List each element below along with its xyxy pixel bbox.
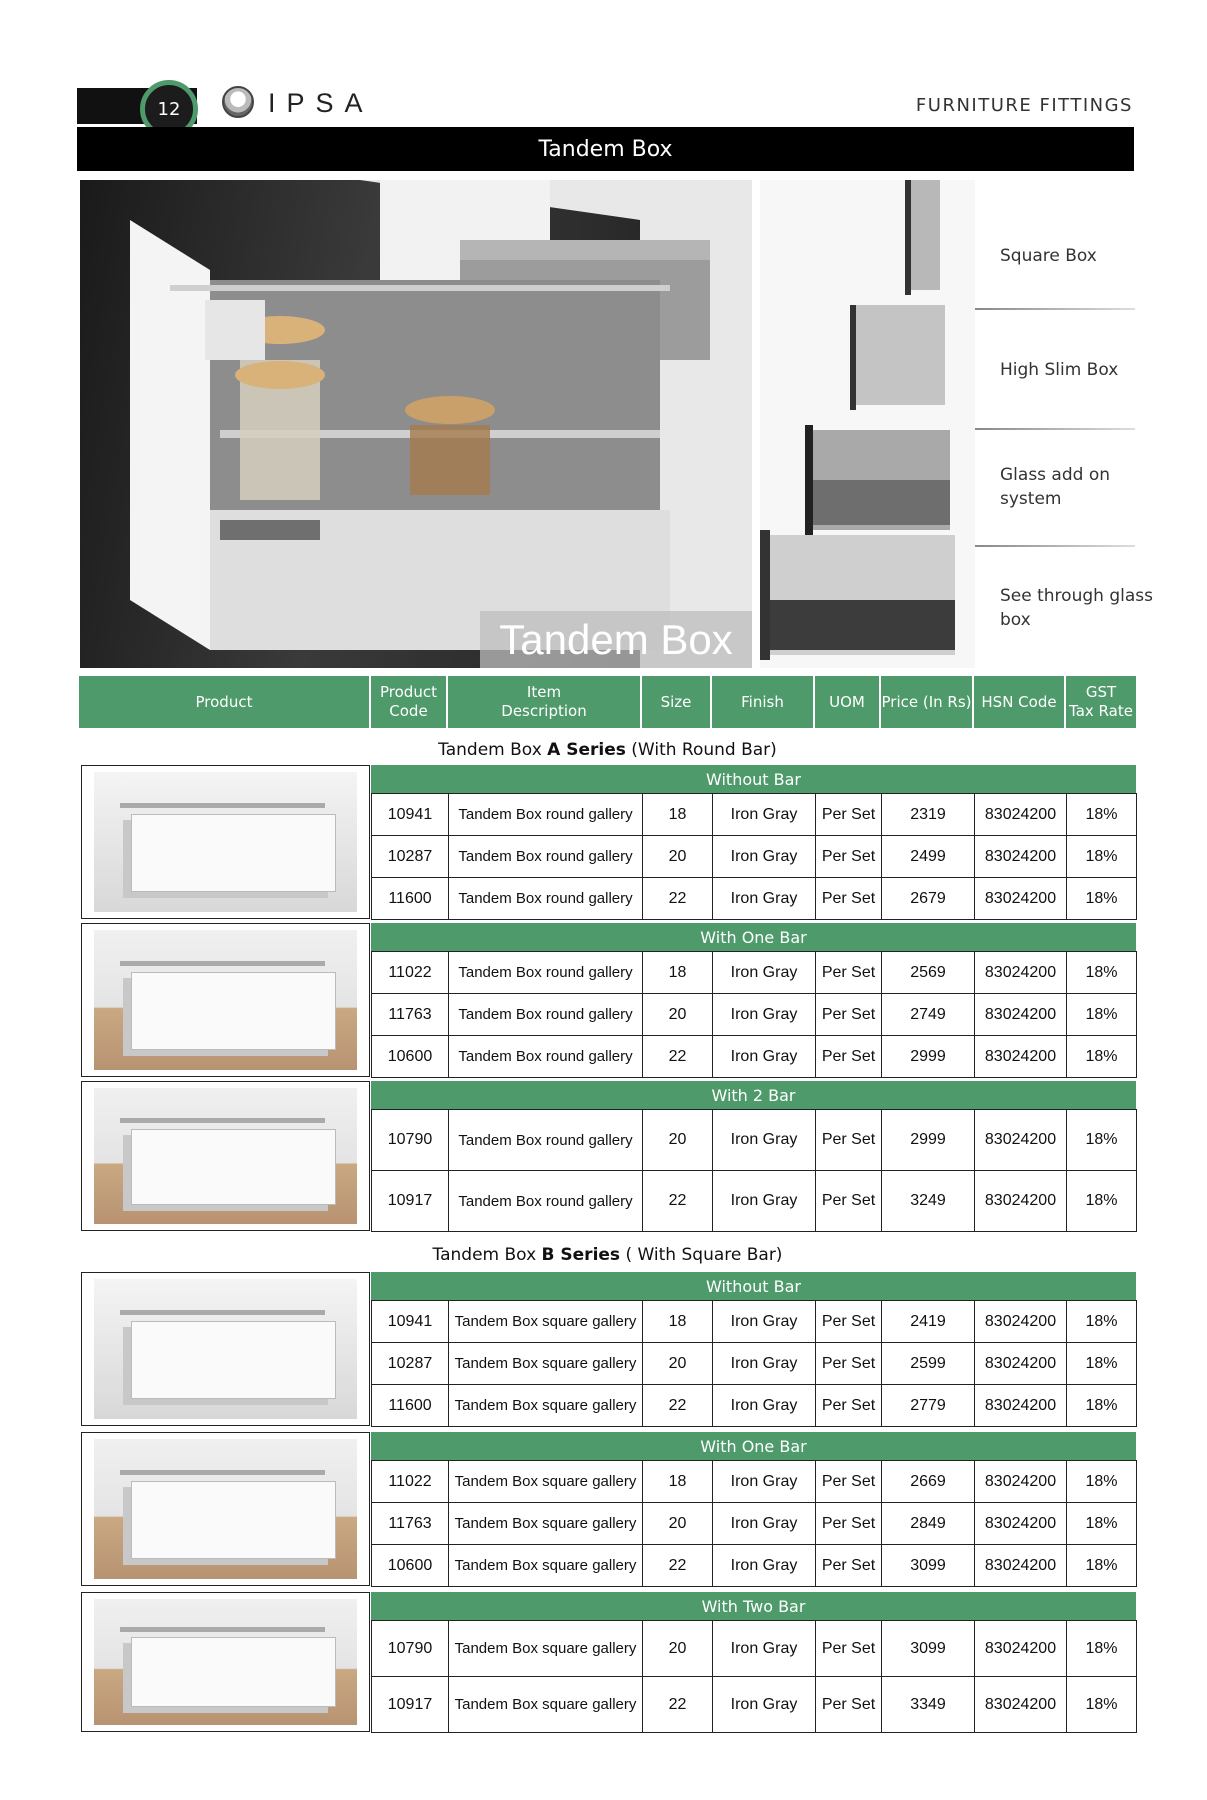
cell-price: 2849 (881, 1502, 975, 1545)
col-header-code: Product Code (371, 676, 448, 728)
cell-finish: Iron Gray (712, 1035, 816, 1078)
cell-uom: Per Set (815, 1620, 882, 1677)
variant-label-line: box (1000, 610, 1031, 630)
cell-gst: 18% (1066, 835, 1137, 878)
kitchen-drawer-illustration (80, 180, 752, 668)
brand-logo-text: IPSA (268, 88, 374, 118)
cell-desc: Tandem Box square gallery (448, 1676, 643, 1733)
cell-code: 10917 (371, 1676, 449, 1733)
cell-price: 2319 (881, 793, 975, 836)
series-a-title: Tandem Box A Series (With Round Bar) (438, 740, 777, 760)
product-thumbnail (81, 1432, 370, 1586)
cell-finish: Iron Gray (712, 1170, 816, 1232)
cell-hsn: 83024200 (974, 1620, 1067, 1677)
variant-label-high-slim-box (1000, 358, 1118, 382)
variant-label-line: Glass add on (1000, 465, 1111, 485)
cell-code: 10790 (371, 1620, 449, 1677)
cell-code: 10600 (371, 1544, 449, 1587)
page-title: Tandem Box (77, 127, 1134, 171)
cell-code: 11763 (371, 993, 449, 1036)
cell-gst: 18% (1066, 1035, 1137, 1078)
cell-finish: Iron Gray (712, 793, 816, 836)
cell-uom: Per Set (815, 951, 882, 994)
cell-code: 10287 (371, 835, 449, 878)
cell-code: 10287 (371, 1342, 449, 1385)
cell-desc: Tandem Box square gallery (448, 1502, 643, 1545)
col-header-size: Size (642, 676, 712, 728)
drawer-variants-illustration (760, 180, 975, 668)
cell-desc: Tandem Box round gallery (448, 1170, 643, 1232)
cell-size: 20 (642, 1502, 713, 1545)
variant-label-line: system (1000, 489, 1062, 509)
cell-finish: Iron Gray (712, 1460, 816, 1503)
drawer-photo (94, 1439, 357, 1579)
cell-code: 10600 (371, 1035, 449, 1078)
cell-size: 18 (642, 1300, 713, 1343)
cell-gst: 18% (1066, 1342, 1137, 1385)
cell-desc: Tandem Box round gallery (448, 951, 643, 994)
variant-label-see-through (1000, 584, 1153, 632)
drawer-rail (120, 1310, 325, 1315)
table-row (371, 1676, 1136, 1732)
cell-price: 2569 (881, 951, 975, 994)
table-row (371, 1384, 1136, 1426)
group-band: Without Bar (371, 1272, 1136, 1300)
cell-price: 3249 (881, 1170, 975, 1232)
cell-size: 18 (642, 1460, 713, 1503)
drawer-box (131, 1129, 336, 1205)
group-band: With One Bar (371, 923, 1136, 951)
cell-hsn: 83024200 (974, 1502, 1067, 1545)
cell-code: 10917 (371, 1170, 449, 1232)
drawer-rail (120, 803, 325, 808)
cell-price: 2499 (881, 835, 975, 878)
cell-desc: Tandem Box square gallery (448, 1460, 643, 1503)
hero-image (80, 180, 752, 668)
cell-size: 20 (642, 993, 713, 1036)
col-header-description: Item Description (448, 676, 642, 728)
col-header-uom: UOM (815, 676, 881, 728)
cell-uom: Per Set (815, 1035, 882, 1078)
table-row (371, 993, 1136, 1035)
group-band: With Two Bar (371, 1592, 1136, 1620)
table-row (371, 877, 1136, 919)
col-header-price: Price (In Rs) (881, 676, 974, 728)
table-row (371, 793, 1136, 835)
drawer-box (131, 814, 336, 892)
cell-gst: 18% (1066, 1109, 1137, 1171)
variant-divider (975, 308, 1135, 310)
cell-finish: Iron Gray (712, 1544, 816, 1587)
product-thumbnail (81, 1272, 370, 1426)
cell-uom: Per Set (815, 1384, 882, 1427)
cell-code: 11022 (371, 1460, 449, 1503)
cell-price: 2749 (881, 993, 975, 1036)
group-band: Without Bar (371, 765, 1136, 793)
cell-desc: Tandem Box square gallery (448, 1620, 643, 1677)
cell-gst: 18% (1066, 1170, 1137, 1232)
cell-desc: Tandem Box square gallery (448, 1544, 643, 1587)
cell-hsn: 83024200 (974, 793, 1067, 836)
drawer-box (131, 1481, 336, 1559)
cell-size: 20 (642, 1342, 713, 1385)
col-header-hsn: HSN Code (974, 676, 1066, 728)
cell-code: 11763 (371, 1502, 449, 1545)
cell-gst: 18% (1066, 793, 1137, 836)
cell-size: 20 (642, 1620, 713, 1677)
table-row (371, 1544, 1136, 1586)
drawer-rail (120, 961, 325, 966)
cell-size: 22 (642, 1384, 713, 1427)
cell-desc: Tandem Box square gallery (448, 1384, 643, 1427)
cell-hsn: 83024200 (974, 835, 1067, 878)
cell-desc: Tandem Box round gallery (448, 993, 643, 1036)
table-row (371, 1460, 1136, 1502)
cell-uom: Per Set (815, 1676, 882, 1733)
table-row (371, 1035, 1136, 1077)
cell-price: 2679 (881, 877, 975, 920)
cell-price: 3099 (881, 1620, 975, 1677)
cell-uom: Per Set (815, 1300, 882, 1343)
col-header-finish: Finish (712, 676, 815, 728)
ipsa-logo-icon (222, 86, 254, 118)
cell-size: 22 (642, 877, 713, 920)
cell-hsn: 83024200 (974, 951, 1067, 994)
table-row (371, 951, 1136, 993)
cell-size: 20 (642, 835, 713, 878)
drawer-photo (94, 1279, 357, 1419)
cell-hsn: 83024200 (974, 1460, 1067, 1503)
cell-hsn: 83024200 (974, 1170, 1067, 1232)
cell-gst: 18% (1066, 1676, 1137, 1733)
variant-label-line: High Slim Box (1000, 360, 1119, 380)
variant-label-glass-add-on (1000, 463, 1110, 511)
cell-size: 22 (642, 1544, 713, 1587)
product-thumbnail (81, 923, 370, 1077)
cell-finish: Iron Gray (712, 877, 816, 920)
page-number-badge: 12 (140, 80, 198, 138)
cell-gst: 18% (1066, 1300, 1137, 1343)
cell-size: 22 (642, 1676, 713, 1733)
cell-finish: Iron Gray (712, 1342, 816, 1385)
drawer-box (131, 1637, 336, 1708)
cell-finish: Iron Gray (712, 1300, 816, 1343)
cell-price: 2999 (881, 1109, 975, 1171)
cell-code: 11022 (371, 951, 449, 994)
cell-finish: Iron Gray (712, 1109, 816, 1171)
cell-desc: Tandem Box round gallery (448, 1109, 643, 1171)
drawer-rail (120, 1118, 325, 1123)
cell-code: 10941 (371, 793, 449, 836)
cell-uom: Per Set (815, 1342, 882, 1385)
cell-desc: Tandem Box round gallery (448, 793, 643, 836)
product-thumbnail (81, 765, 370, 919)
cell-desc: Tandem Box square gallery (448, 1300, 643, 1343)
drawer-box (131, 972, 336, 1050)
cell-size: 22 (642, 1170, 713, 1232)
cell-size: 22 (642, 1035, 713, 1078)
table-row (371, 1109, 1136, 1170)
col-header-gst: GST Tax Rate (1069, 683, 1133, 720)
cell-hsn: 83024200 (974, 1342, 1067, 1385)
cell-gst: 18% (1066, 1544, 1137, 1587)
cell-uom: Per Set (815, 1170, 882, 1232)
table-row (371, 1300, 1136, 1342)
cell-finish: Iron Gray (712, 1384, 816, 1427)
cell-price: 2419 (881, 1300, 975, 1343)
variant-label-line: See through glass (1000, 586, 1153, 606)
cell-size: 18 (642, 951, 713, 994)
table-row (371, 1620, 1136, 1676)
cell-price: 2999 (881, 1035, 975, 1078)
cell-desc: Tandem Box square gallery (448, 1342, 643, 1385)
table-column-headers (79, 676, 1136, 728)
cell-uom: Per Set (815, 1544, 882, 1587)
cell-finish: Iron Gray (712, 993, 816, 1036)
cell-size: 20 (642, 1109, 713, 1171)
variant-label-line: Square Box (1000, 246, 1097, 266)
cell-price: 3349 (881, 1676, 975, 1733)
cell-code: 11600 (371, 877, 449, 920)
cell-hsn: 83024200 (974, 1300, 1067, 1343)
drawer-rail (120, 1627, 325, 1632)
cell-code: 11600 (371, 1384, 449, 1427)
series-b-title: Tandem Box B Series ( With Square Bar) (432, 1245, 783, 1265)
drawer-photo (94, 772, 357, 912)
cell-price: 2599 (881, 1342, 975, 1385)
cell-uom: Per Set (815, 877, 882, 920)
cell-finish: Iron Gray (712, 951, 816, 994)
cell-hsn: 83024200 (974, 993, 1067, 1036)
cell-finish: Iron Gray (712, 835, 816, 878)
cell-size: 18 (642, 793, 713, 836)
cell-finish: Iron Gray (712, 1502, 816, 1545)
variant-divider (975, 545, 1135, 547)
cell-hsn: 83024200 (974, 1544, 1067, 1587)
hero-caption: Tandem Box (480, 611, 752, 668)
cell-gst: 18% (1066, 951, 1137, 994)
cell-hsn: 83024200 (974, 1384, 1067, 1427)
group-band: With 2 Bar (371, 1081, 1136, 1109)
cell-uom: Per Set (815, 1109, 882, 1171)
cell-desc: Tandem Box round gallery (448, 877, 643, 920)
cell-code: 10941 (371, 1300, 449, 1343)
cell-price: 2669 (881, 1460, 975, 1503)
cell-desc: Tandem Box round gallery (448, 835, 643, 878)
drawer-photo (94, 1599, 357, 1725)
drawer-photo (94, 930, 357, 1070)
variant-divider (975, 428, 1135, 430)
cell-hsn: 83024200 (974, 877, 1067, 920)
cell-uom: Per Set (815, 793, 882, 836)
cell-uom: Per Set (815, 993, 882, 1036)
cell-gst: 18% (1066, 1460, 1137, 1503)
table-row (371, 1502, 1136, 1544)
cell-uom: Per Set (815, 835, 882, 878)
cell-gst: 18% (1066, 877, 1137, 920)
cell-gst: 18% (1066, 1502, 1137, 1545)
cell-hsn: 83024200 (974, 1109, 1067, 1171)
cell-uom: Per Set (815, 1460, 882, 1503)
table-row (371, 835, 1136, 877)
cell-gst: 18% (1066, 1620, 1137, 1677)
cell-gst: 18% (1066, 993, 1137, 1036)
cell-code: 10790 (371, 1109, 449, 1171)
cell-gst: 18% (1066, 1384, 1137, 1427)
table-row (371, 1342, 1136, 1384)
cell-finish: Iron Gray (712, 1620, 816, 1677)
drawer-rail (120, 1470, 325, 1475)
drawer-box (131, 1321, 336, 1399)
variant-label-square-box (1000, 244, 1097, 268)
cell-price: 3099 (881, 1544, 975, 1587)
drawer-photo (94, 1088, 357, 1224)
cell-finish: Iron Gray (712, 1676, 816, 1733)
product-thumbnail (81, 1081, 370, 1231)
product-thumbnail (81, 1592, 370, 1732)
col-header-product: Product (79, 676, 371, 728)
cell-price: 2779 (881, 1384, 975, 1427)
cell-hsn: 83024200 (974, 1676, 1067, 1733)
group-band: With One Bar (371, 1432, 1136, 1460)
section-label: FURNITURE FITTINGS (915, 95, 1133, 116)
table-row (371, 1170, 1136, 1231)
cell-hsn: 83024200 (974, 1035, 1067, 1078)
cell-desc: Tandem Box round gallery (448, 1035, 643, 1078)
variant-images (760, 180, 975, 668)
cell-uom: Per Set (815, 1502, 882, 1545)
